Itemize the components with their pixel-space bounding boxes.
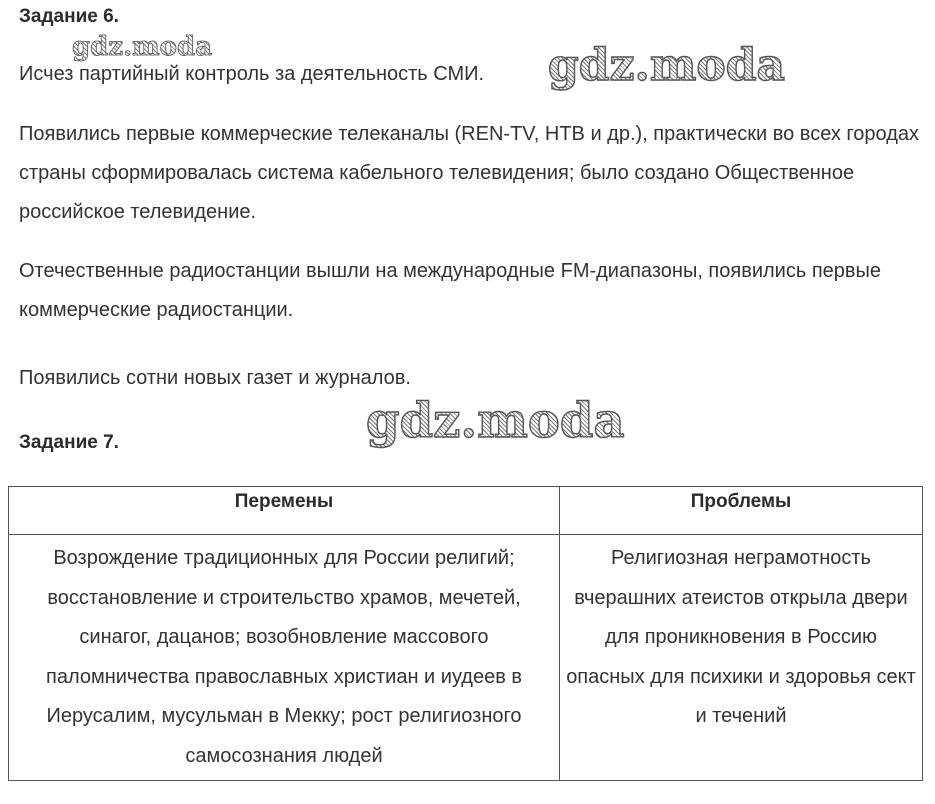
header-problems: Проблемы xyxy=(560,487,923,535)
task-6-heading: Задание 6. xyxy=(19,6,119,27)
cell-problems: Религиозная неграмотность вчерашних атеистов открыла двери для проникновения в Россию опасных для психики и здоровья сект и течений xyxy=(560,535,923,781)
watermark-logo-small: gdz.moda xyxy=(72,32,213,62)
changes-problems-table xyxy=(8,486,923,781)
task-6-paragraph-4: Появились сотни новых газет и журналов. xyxy=(19,367,411,389)
table-header-row xyxy=(9,487,923,535)
task-7-heading: Задание 7. xyxy=(19,432,119,453)
table-row xyxy=(9,535,923,781)
task-6-paragraph-1: Исчез партийный контроль за деятельность СМИ. xyxy=(19,63,485,85)
header-changes: Перемены xyxy=(9,487,560,535)
watermark-logo-top: gdz.moda xyxy=(548,40,786,91)
task-6-paragraph-2: Появились первые коммерческие телеканалы (REN-TV, НТВ и др.), практически во всех городах страны сформировалась система кабельного телевидения; было создано Общественное российское телевидение. xyxy=(19,123,920,223)
watermark-logo-middle: gdz.moda xyxy=(366,393,625,449)
cell-changes: Возрождение традиционных для России религий; восстановление и строительство храмов, мечетей, синагог, дацанов; возобновление массового паломничества православных христиан и иудеев в Иерусалим, мусульман в Мекку; рост религиозного самосознания людей xyxy=(9,535,560,781)
task-6-paragraph-3: Отечественные радиостанции вышли на международные FM-диапазоны, появились первые коммерческие радиостанции. xyxy=(19,260,882,321)
